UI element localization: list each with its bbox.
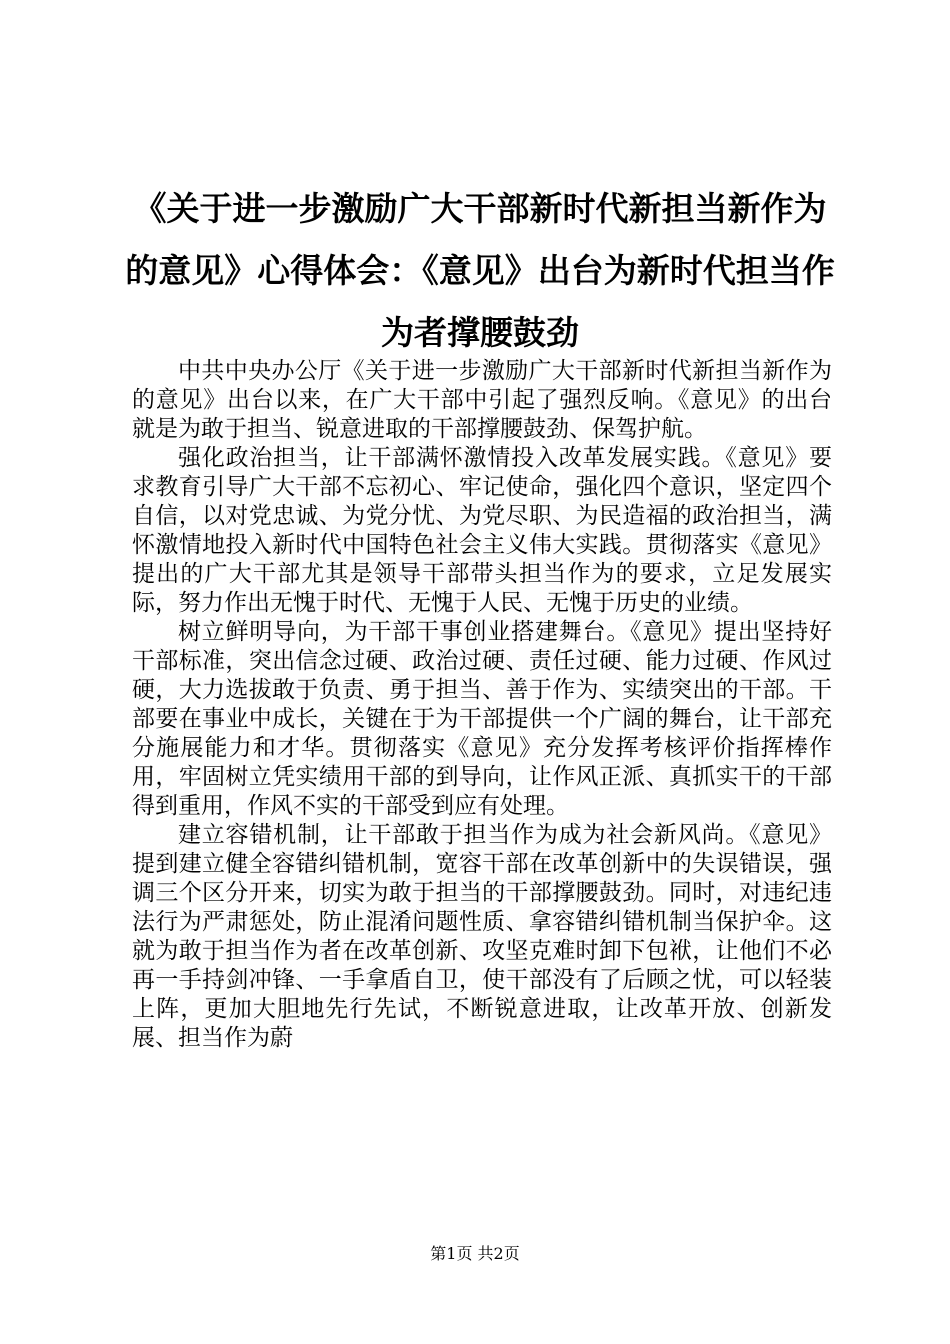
document-title: 《关于进一步激励广大干部新时代新担当新作为的意见》心得体会：《意见》出台为新时代担当作为者撑腰鼓劲 bbox=[125, 189, 835, 352]
paragraph-intro: 中共中央办公厅《关于进一步激励广大干部新时代新担当新作为的意见》出台以来，在广大干部中引起了强烈反响。《意见》的出台就是为敢于担当、锐意进取的干部撑腰鼓劲、保驾护航。 bbox=[132, 358, 832, 442]
paragraph-clear-orientation: 树立鲜明导向，为干部干事创业搭建舞台。《意见》提出坚持好干部标准，突出信念过硬、政治过硬、责任过硬、能力过硬、作风过硬，大力选拔敢于负责、勇于担当、善于作为、实绩突出的干部。干部要在事业中成长，关键在于为干部提供一个广阔的舞台，让干部充分施展能力和才华。贯彻落实《意见》充分发挥考核评价指挥棒作用，牢固树立凭实绩用干部的到导向，让作风正派、真抓实干的干部得到重用，作风不实的干部受到应有处理。 bbox=[132, 619, 832, 819]
document-body bbox=[132, 357, 832, 1053]
paragraph-political-commitment: 强化政治担当，让干部满怀激情投入改革发展实践。《意见》要求教育引导广大干部不忘初心、牢记使命，强化四个意识，坚定四个自信，以对党忠诚、为党分忧、为党尽职、为民造福的政治担当，满怀激情地投入新时代中国特色社会主义伟大实践。贯彻落实《意见》提出的广大干部尤其是领导干部带头担当作为的要求，立足发展实际，努力作出无愧于时代、无愧于人民、无愧于历史的业绩。 bbox=[132, 445, 832, 616]
page-footer: 第1页 共2页 bbox=[430, 1244, 520, 1263]
paragraph-fault-tolerance: 建立容错机制，让干部敢于担当作为成为社会新风尚。《意见》提到建立健全容错纠错机制，宽容干部在改革创新中的失误错误，强调三个区分开来，切实为敢于担当的干部撑腰鼓劲。同时，对违纪违法行为严肃惩处，防止混淆问题性质、拿容错纠错机制当保护伞。这就为敢于担当作为者在改革创新、攻坚克难时卸下包袱，让他们不必再一手持剑冲锋、一手拿盾自卫，使干部没有了后顾之忧，可以轻装上阵，更加大胆地先行先试，不断锐意进取，让改革开放、创新发展、担当作为蔚 bbox=[132, 822, 832, 1051]
